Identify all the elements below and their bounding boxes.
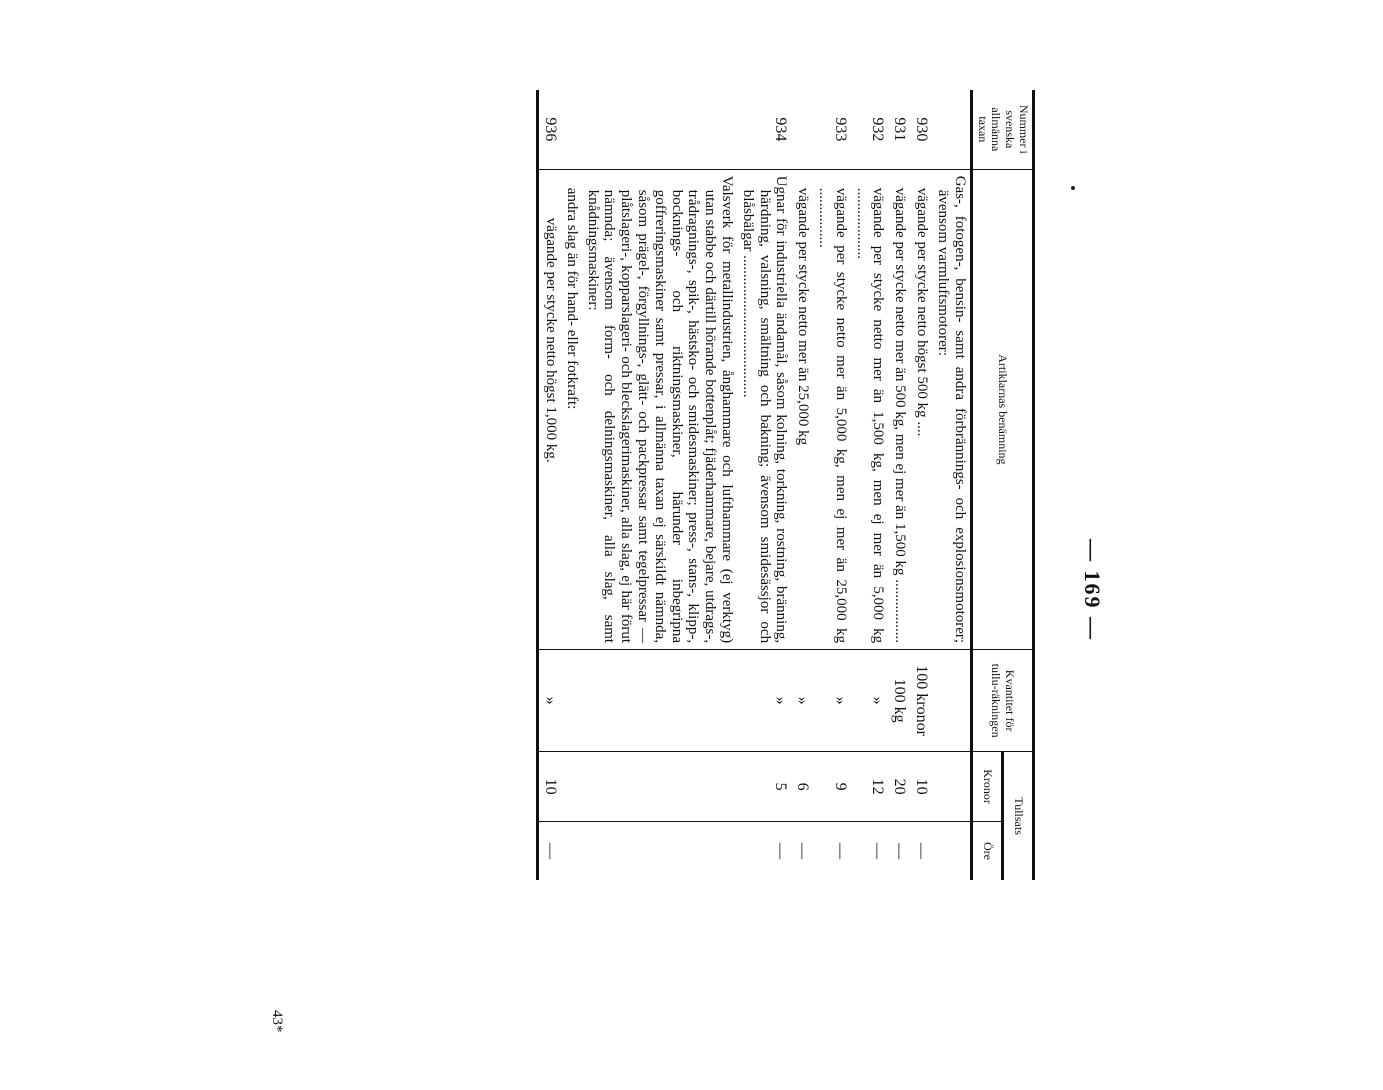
quantity-unit: »: [737, 650, 791, 752]
quantity-unit: 100 kg: [888, 650, 910, 752]
quantity-unit: [932, 650, 971, 752]
table-row: [582, 90, 737, 880]
duty-kronor: [932, 752, 971, 822]
header-description: Artiklarnas benämning: [971, 169, 1033, 649]
article-description: Ugnar för industriella ändamål, såsom kolning, torkning, rostning, bränning, härdning, valsning, smältning och bakning; ävensom smidesässjor och blåsbälgar ......................................: [737, 169, 791, 649]
quantity-unit: [582, 650, 737, 752]
header-tullsats: Tullsats: [1002, 752, 1033, 880]
duty-ore: —: [538, 821, 561, 880]
document-page: [215, 90, 1115, 1090]
duty-kronor: 6: [791, 752, 813, 822]
table-row: [910, 90, 932, 880]
tariff-number: 932: [851, 90, 889, 169]
table-row: [538, 90, 561, 880]
quantity-unit: »: [813, 650, 851, 752]
table-row: [791, 90, 813, 880]
duty-kronor: 12: [851, 752, 889, 822]
table-row: [813, 90, 851, 880]
duty-ore: —: [891, 842, 909, 859]
duty-ore: [561, 821, 582, 880]
duty-ore: [582, 821, 737, 880]
article-description: vägande per stycke netto högst 1,000 kg.: [538, 169, 561, 649]
quantity-unit: 100 kronor: [910, 650, 932, 752]
table-row: [737, 90, 791, 880]
quantity-unit: »: [538, 650, 561, 752]
quantity-unit: [561, 650, 582, 752]
duty-kronor: 20: [888, 752, 910, 822]
tariff-number: [791, 90, 813, 169]
duty-ore: —: [869, 842, 887, 859]
duty-ore: —: [831, 842, 849, 859]
tariff-number: 936: [538, 90, 561, 169]
duty-kronor: [582, 752, 737, 822]
duty-kronor: 10: [538, 752, 561, 822]
page-number: — 169 —: [1080, 539, 1105, 641]
tariff-number: [582, 90, 737, 169]
article-description: vägande per stycke netto mer än 5,000 kg, men ej mer än 25,000 kg ................: [813, 169, 851, 649]
article-description: andra slag än för hand- eller fotkraft:: [561, 169, 582, 649]
footer-mark: 43*: [269, 1010, 285, 1033]
duty-ore: —: [794, 842, 812, 859]
quantity-unit: »: [851, 650, 889, 752]
table-body: [538, 90, 972, 880]
article-description: Gas-, fotogen-, bensin- samt andra förbrännings- och explosionsmotorer; ävensom varmluftsmotorer:: [932, 169, 971, 649]
header-kronor: Kronor: [971, 752, 1002, 822]
table-row: [888, 90, 910, 880]
header-ore: Öre: [971, 821, 1002, 880]
quantity-unit: »: [791, 650, 813, 752]
tariff-number: 930: [910, 90, 932, 169]
article-description: vägande per stycke netto mer än 1,500 kg, men ej mer än 5,000 kg ...................: [851, 169, 889, 649]
duty-kronor: 9: [813, 752, 851, 822]
duty-ore: —: [913, 842, 931, 859]
tariff-number: 931: [888, 90, 910, 169]
duty-kronor: 5: [737, 752, 791, 822]
table-row: [932, 90, 971, 880]
ink-dot: [1071, 186, 1075, 190]
article-description: vägande per stycke netto högst 500 kg ....: [910, 169, 932, 649]
header-number: Nummer i svenska allmänna taxan: [971, 90, 1033, 169]
duty-kronor: 10: [910, 752, 932, 822]
article-description: vägande per stycke netto mer än 500 kg, men ej mer än 1,500 kg .................: [888, 169, 910, 649]
article-description: vägande per stycke netto mer än 25,000 kg: [791, 169, 813, 649]
tariff-number: [932, 90, 971, 169]
article-description: Valsverk för metallindustrien, ånghammare och lufthammare (ej verktyg) utan stabbe och därtill hörande bottenplåt; fjäderhammare, bejare, utdrags-, trådragnings-, spik-, hästsko- och smidesmaskiner; press-, stans-, klipp-, bocknings- och riktningsmaskiner, härunder inbegripna goffreringsmaskiner samt pressar, i allmänna taxan ej särskildt nämnda, såsom prägel-, förgyllnings-, glätt- och packpressar samt tegelpressar — plåtslageri-, kopparslageri- och bleckslagerimaskiner, alla slag, ej här förut nämnda; ävensom form- och delningsmaskiner, alla slag, samt knådningsmaskiner:: [582, 169, 737, 649]
header-quantity: Kvantitet för tullu-räkningen: [971, 650, 1033, 752]
duty-ore: —: [772, 842, 790, 859]
table-row: [561, 90, 582, 880]
tariff-number: 933: [813, 90, 851, 169]
table-row: [851, 90, 889, 880]
tariff-number: 934: [737, 90, 791, 169]
tariff-table: [536, 90, 1035, 880]
duty-ore: [932, 821, 971, 880]
duty-kronor: [561, 752, 582, 822]
tariff-number: [561, 90, 582, 169]
